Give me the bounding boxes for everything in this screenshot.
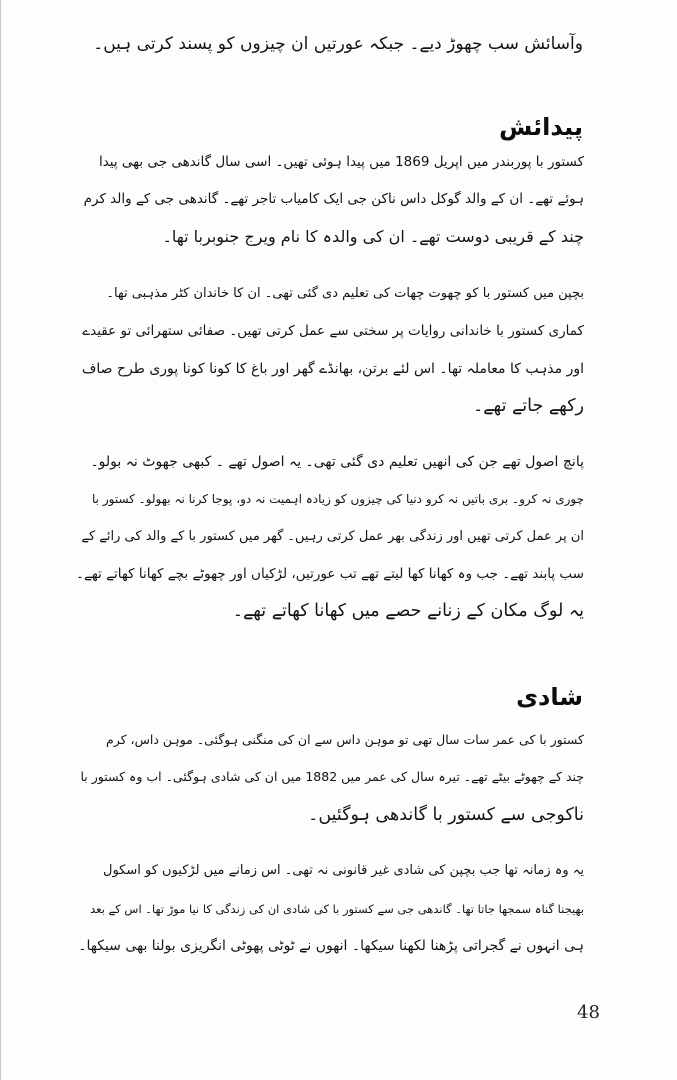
section-heading-birth: پیدائش — [499, 113, 583, 141]
paragraph-line: پانچ اصول تھے جن کی انھیں تعلیم دی گئی تھی۔ یہ اصول تھے ۔ کبھی جھوٹ نہ بولو۔ — [90, 454, 584, 470]
paragraph-line: کستور با پوربندر میں اپریل 1869 میں پیدا ہوئی تھیں۔ اسی سال گاندھی جی بھی پیدا — [98, 154, 584, 170]
paragraph-line: کستور با کی عمر سات سال تھی تو موہن داس سے ان کی منگنی ہوگئی۔ موہن داس، کرم — [106, 732, 584, 747]
paragraph-line: بھیجنا گناہ سمجھا جاتا تھا۔ گاندھی جی سے کستور با کی شادی ان کی زندگی کا نیا موڑ تھا۔ اس کے بعد — [90, 902, 584, 916]
paragraph-line: چند کے چھوٹے بیٹے تھے۔ تیرہ سال کی عمر میں 1882 میں ان کی شادی ہوگئی۔ اب وہ کستور با — [80, 769, 584, 784]
paragraph-line: سب پابند تھے۔ جب وہ کھانا کھا لیتے تھے تب عورتیں، لڑکیاں اور چھوٹے بچے کھانا کھاتے تھے۔ — [76, 566, 584, 582]
paragraph-line: ہی انہوں نے گجراتی پڑھنا لکھنا سیکھا۔ انھوں نے ٹوٹی پھوٹی انگریزی بولنا بھی سیکھا۔ — [78, 938, 584, 954]
paragraph-line: اور مذہب کا معاملہ تھا۔ اس لئے برتن، بھانڈے گھر اور باغ کا کونا کونا پوری طرح صاف — [81, 361, 584, 377]
paragraph-line: کماری کستور با خاندانی روایات پر سختی سے عمل کرتی تھیں۔ صفائی ستھرائی تو عقیدے — [82, 323, 584, 339]
paragraph-line: چوری نہ کرو۔ بری باتیں نہ کرو دنیا کی چیزوں کو زیادہ اہمیت نہ دو، پوجا کرنا نہ بھولو۔ کستور با — [92, 492, 584, 506]
paragraph-line: یہ وہ زمانہ تھا جب بچپن کی شادی غیر قانونی نہ تھی۔ اس زمانے میں لڑکیوں کو اسکول — [103, 863, 584, 878]
paragraph-line: بچپن میں کستور با کو چھوت چھات کی تعلیم دی گئی تھی۔ ان کا خاندان کٹر مذہبی تھا۔ — [106, 286, 584, 301]
paragraph-line: ان پر عمل کرتی تھیں اور زندگی بھر عمل کرتی رہیں۔ گھر میں کستور با کے والد کی رائے کے — [81, 529, 584, 544]
paragraph-line: رکھے جاتے تھے۔ — [473, 396, 584, 416]
page-number: 48 — [577, 1002, 600, 1023]
paragraph-line: ہوئے تھے۔ ان کے والد گوکل داس ناکن جی ایک کامیاب تاجر تھے۔ گاندھی جی کے والد کرم — [83, 191, 584, 207]
paragraph-line: یہ لوگ مکان کے زنانے حصے میں کھانا کھاتے تھے۔ — [232, 601, 584, 621]
intro-line: وآسائش سب چھوڑ دیے۔ جبکہ عورتیں ان چیزوں کو پسند کرتی ہیں۔ — [93, 34, 583, 54]
section-heading-marriage: شادی — [516, 683, 583, 711]
paragraph-line: ناکوجی سے کستور با گاندھی ہوگئیں۔ — [308, 805, 584, 825]
paragraph-line: چند کے قریبی دوست تھے۔ ان کی والدہ کا نام ویرج جنوبربا تھا۔ — [162, 227, 584, 246]
